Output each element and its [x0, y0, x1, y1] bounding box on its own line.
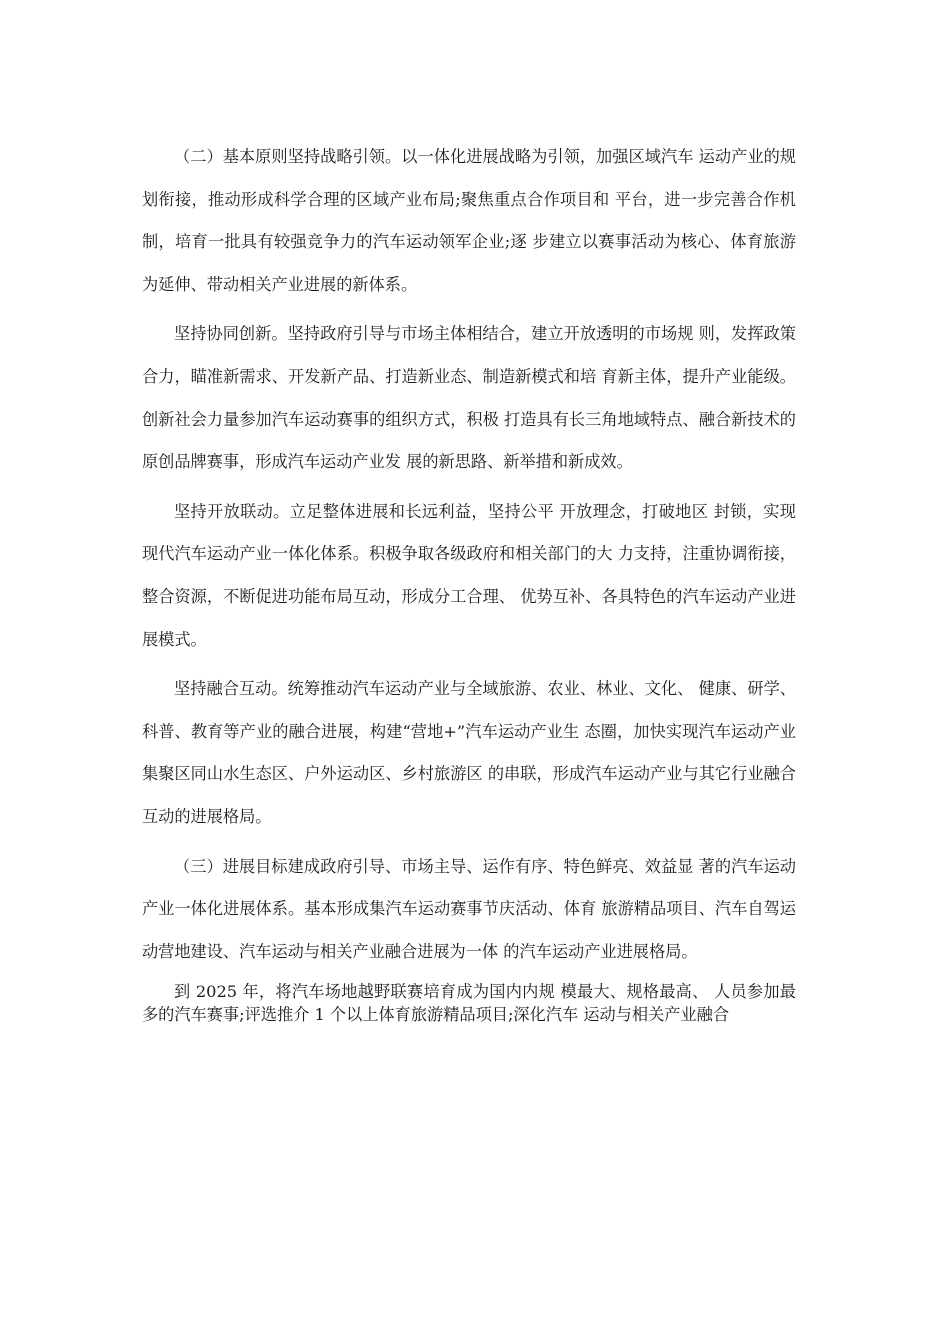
paragraph-integrated-interaction: 坚持融合互动。统筹推动汽车运动产业与全域旅游、农业、林业、文化、 健康、研学、科普、教育等产业的融合进展，构建“营地+”汽车运动产业生 态圈，加快实现汽车运动产业集聚区同山水生态区、户外运动区、乡村旅游区 的串联，形成汽车运动产业与其它行业融合互动的进展格局。 — [142, 679, 796, 826]
paragraph-development-goals: （三）进展目标建成政府引导、市场主导、运作有序、特色鲜亮、效益显 著的汽车运动产业一体化进展体系。基本形成集汽车运动赛事节庆活动、体育 旅游精品项目、汽车自驾运动营地建设、汽车运动与相关产业融合进展为一体 的汽车运动产业进展格局。 — [142, 856, 796, 961]
paragraph-collaborative-innovation: 坚持协同创新。坚持政府引导与市场主体相结合，建立开放透明的市场规 则，发挥政策合力，瞄准新需求、开发新产品、打造新业态、制造新模式和培 育新主体，提升产业能级。创新社会力量参加汽车运动赛事的组织方式，积极 打造具有长三角地域特点、融合新技术的原创品牌赛事，形成汽车运动产业发 展的新思路、新举措和新成效。 — [142, 324, 796, 472]
document-body — [142, 136, 796, 1033]
paragraph-2025-target: 到 2025 年，将汽车场地越野联赛培育成为国内内规 模最大、规格最高、 人员参加最多的汽车赛事;评选推介 1 个以上体育旅游精品项目;深化汽车 运动与相关产业融合 — [142, 982, 796, 1025]
paragraph-basic-principles: （二）基本原则坚持战略引领。以一体化进展战略为引领，加强区域汽车 运动产业的规划衔接，推动形成科学合理的区域产业布局;聚焦重点合作项目和 平台，进一步完善合作机制，培育一批具有较强竞争力的汽车运动领军企业;逐 步建立以赛事活动为核心、体育旅游为延伸、带动相关产业进展的新体系。 — [142, 147, 796, 294]
paragraph-open-linkage: 坚持开放联动。立足整体进展和长远利益，坚持公平 开放理念，打破地区 封锁，实现现代汽车运动产业一体化体系。积极争取各级政府和相关部门的大 力支持，注重协调衔接，整合资源，不断促进功能布局互动，形成分工合理、 优势互补、各具特色的汽车运动产业进展模式。 — [142, 501, 796, 649]
